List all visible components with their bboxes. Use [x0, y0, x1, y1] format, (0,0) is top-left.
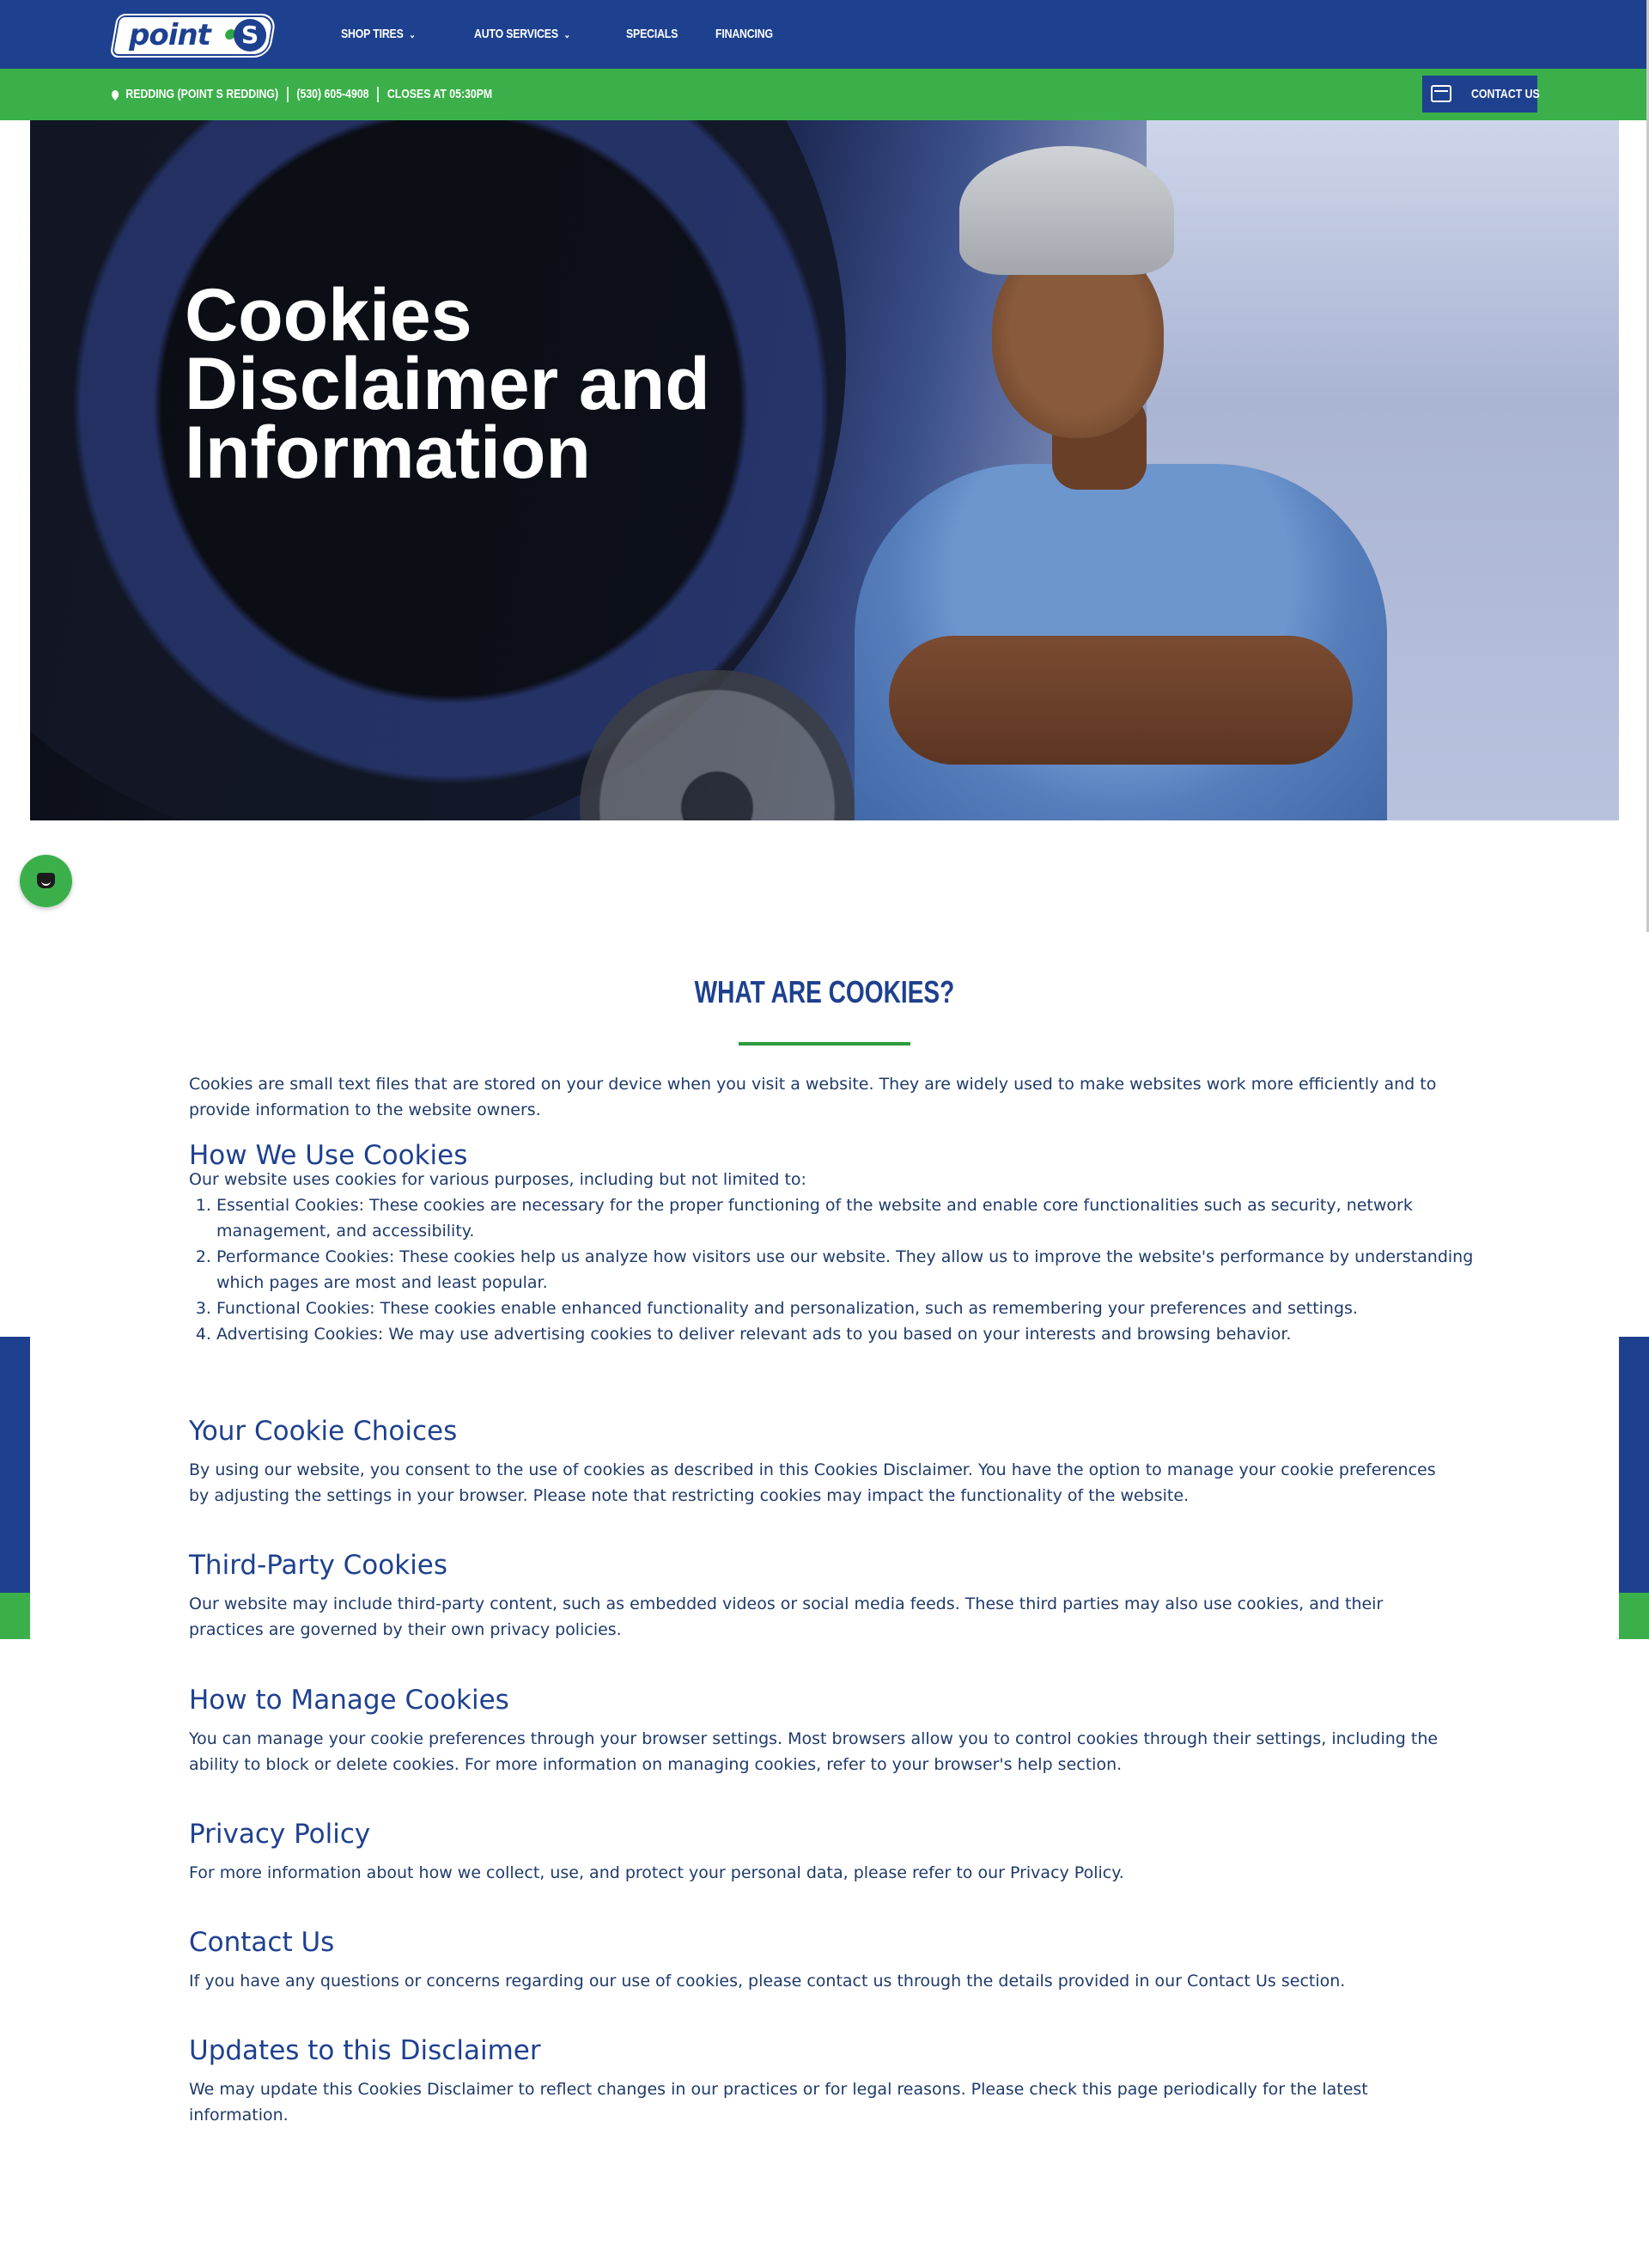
point-s-logo[interactable]	[110, 14, 277, 58]
nav-financing-label: FINANCING	[715, 27, 773, 41]
chat-face-icon	[37, 873, 55, 888]
cookie-choices-heading: Your Cookie Choices	[189, 1416, 458, 1447]
hero-technician-cap	[959, 146, 1174, 275]
nav-specials-label: SPECIALS	[626, 27, 678, 41]
chevron-down-icon: ⌄	[409, 30, 416, 40]
nav-auto-services-label: AUTO SERVICES	[474, 27, 558, 41]
nav-shop-tires-label: SHOP TIRES	[341, 27, 404, 41]
intro-paragraph: Cookies are small text files that are stored on your device when you visit a website. They are widely used to make websites work more efficiently and to provide information to the website owners.	[189, 1075, 1437, 1119]
third-party-body: Our website may include third-party content, such as embedded videos or social media feeds. These third parties may also use cookies, and their practices are governed by their own privacy policies.	[189, 1594, 1384, 1639]
hero-technician-arms	[889, 636, 1353, 765]
contact-us-body: If you have any questions or concerns regarding our use of cookies, please contact us through the details provided in our Contact Us section.	[189, 1972, 1346, 1991]
how-we-use-heading: How We Use Cookies	[189, 1140, 468, 1171]
side-tab-right-accent	[1619, 1593, 1649, 1639]
nav-auto-services[interactable]	[474, 23, 570, 46]
manage-cookies-heading: How to Manage Cookies	[189, 1685, 509, 1716]
cookie-choices-body: By using our website, you consent to the use of cookies as described in this Cookies Disclaimer. You have the option to manage your cookie preferences by adjusting the settings in your browser. Please note that restricting cookies may impact the functionality of the website.	[189, 1460, 1436, 1505]
store-info	[112, 84, 492, 105]
nav-shop-tires[interactable]	[341, 23, 416, 46]
section-heading: WHAT ARE COOKIES?	[694, 974, 955, 1009]
store-info-bar	[0, 69, 1649, 120]
privacy-policy-body: For more information about how we collect, use, and protect your personal data, please refer to our Privacy Policy.	[189, 1863, 1124, 1882]
store-location[interactable]: REDDING (POINT S REDDING)	[125, 87, 279, 101]
store-phone[interactable]: (530) 605-4908	[296, 87, 369, 101]
hero-banner	[30, 120, 1619, 820]
list-item: 4. Advertising Cookies: We may use advertising cookies to deliver relevant ads to you based on your interests and browsing behavior.	[216, 1321, 1488, 1347]
contact-us-button[interactable]	[1422, 76, 1540, 113]
divider	[287, 87, 289, 102]
manage-cookies-body: You can manage your cookie preferences through your browser settings. Most browsers allow you to control cookies through their settings, including the ability to block or delete cookies. For more information on managing cookies, refer to your browser's help section.	[189, 1729, 1439, 1774]
list-item: 2. Performance Cookies: These cookies help us analyze how visitors use our website. They allow us to improve the website's performance by understanding which pages are most and least popular.	[216, 1244, 1488, 1296]
updates-heading: Updates to this Disclaimer	[189, 2035, 541, 2066]
divider	[377, 87, 379, 102]
list-item: 1. Essential Cookies: These cookies are necessary for the proper functioning of the website and enable core functionalities such as security, network management, and accessibility.	[216, 1192, 1488, 1244]
logo-s-badge: S	[234, 19, 266, 52]
cookie-types-list	[189, 1192, 1488, 1347]
third-party-heading: Third-Party Cookies	[189, 1550, 448, 1581]
calendar-icon	[1431, 85, 1451, 102]
side-tab-left-accent	[0, 1593, 30, 1639]
contact-us-label: CONTACT US	[1471, 87, 1540, 101]
page-title: Cookies Disclaimer and Information	[185, 274, 710, 494]
side-tab-right	[1619, 1337, 1649, 1593]
updates-body: We may update this Cookies Disclaimer to reflect changes in our practices or for legal reasons. Please check this page periodically for the latest information.	[189, 2080, 1368, 2125]
location-pin-icon	[110, 88, 120, 101]
heading-underline	[739, 1042, 910, 1046]
top-navigation	[0, 0, 1649, 69]
store-hours: CLOSES AT 05:30PM	[386, 87, 493, 101]
list-item: 3. Functional Cookies: These cookies enable enhanced functionality and personalization, such as remembering your preferences and settings.	[216, 1296, 1488, 1321]
how-we-use-lead: Our website uses cookies for various purposes, including but not limited to:	[189, 1170, 806, 1189]
privacy-policy-heading: Privacy Policy	[189, 1819, 371, 1850]
contact-us-heading: Contact Us	[189, 1927, 335, 1958]
logo-text: point	[129, 18, 210, 52]
chat-widget-button[interactable]	[20, 855, 72, 907]
nav-specials[interactable]	[626, 23, 678, 46]
side-tab-left	[0, 1337, 30, 1593]
nav-financing[interactable]	[715, 23, 773, 46]
chevron-down-icon: ⌄	[563, 30, 570, 40]
